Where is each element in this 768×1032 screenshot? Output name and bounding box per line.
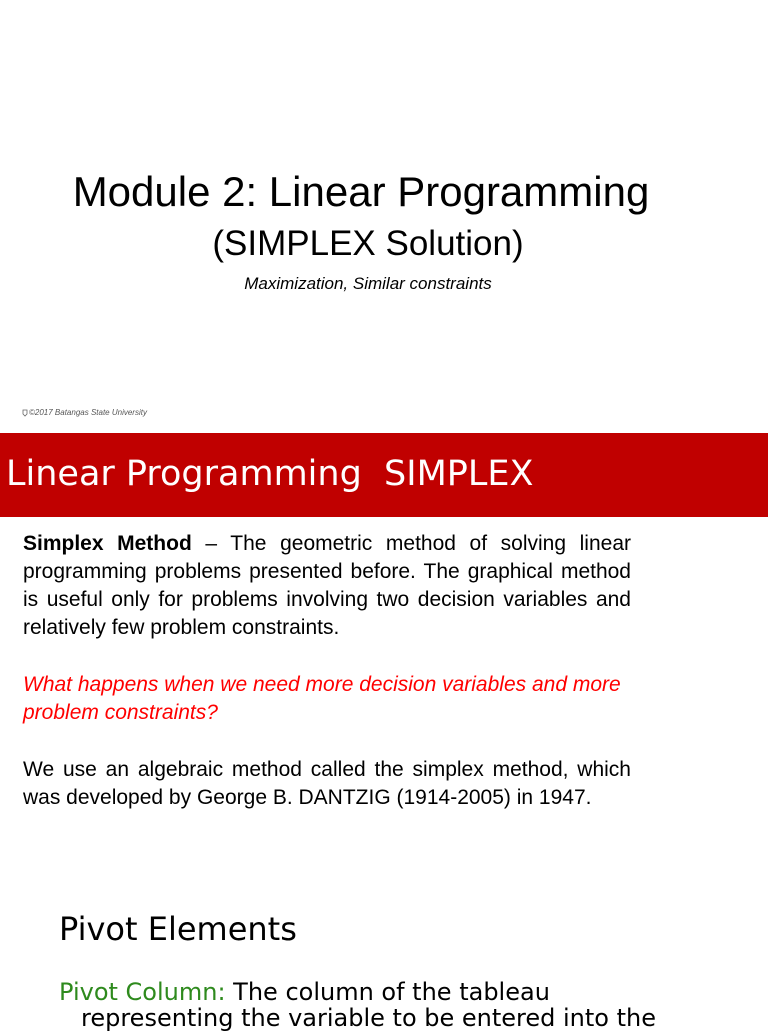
pivot-column-term: Pivot Column: [59,978,226,1006]
pivot-column-text-line1: The column of the tableau [225,978,550,1006]
module-title: Module 2: Linear Programming [72,168,650,215]
simplex-definition [23,530,631,642]
copyright-text: ©2017 Batangas State University [29,408,147,417]
simplex-definition-text: – The geometric method of solving linear programming problems presented before. The graphical method is useful only for problems involving two decision variables and relatively few problem constraints. [23,532,631,639]
pivot-column-definition [59,979,719,1031]
pivot-elements-heading: Pivot Elements [59,910,297,948]
module-tagline: Maximization, Similar constraints [244,274,492,293]
slide-header-title: Linear Programming SIMPLEX [6,454,534,494]
university-logo-icon [22,409,28,417]
copyright-notice [22,408,147,417]
dantzig-paragraph: We use an algebraic method called the simplex method, which was developed by George B. DANTZIG (1914-2005) in 1947. [23,758,631,809]
title-slide [0,0,768,433]
slide-header [0,433,768,517]
question-text: What happens when we need more decision variables and more problem constraints? [23,673,621,724]
content-slide [0,433,768,1032]
module-subtitle: (SIMPLEX Solution) [212,224,524,263]
simplex-term: Simplex Method [23,532,192,555]
pivot-column-text-line2: representing the variable to be entered into the [81,1004,657,1032]
slide-body [23,530,631,812]
